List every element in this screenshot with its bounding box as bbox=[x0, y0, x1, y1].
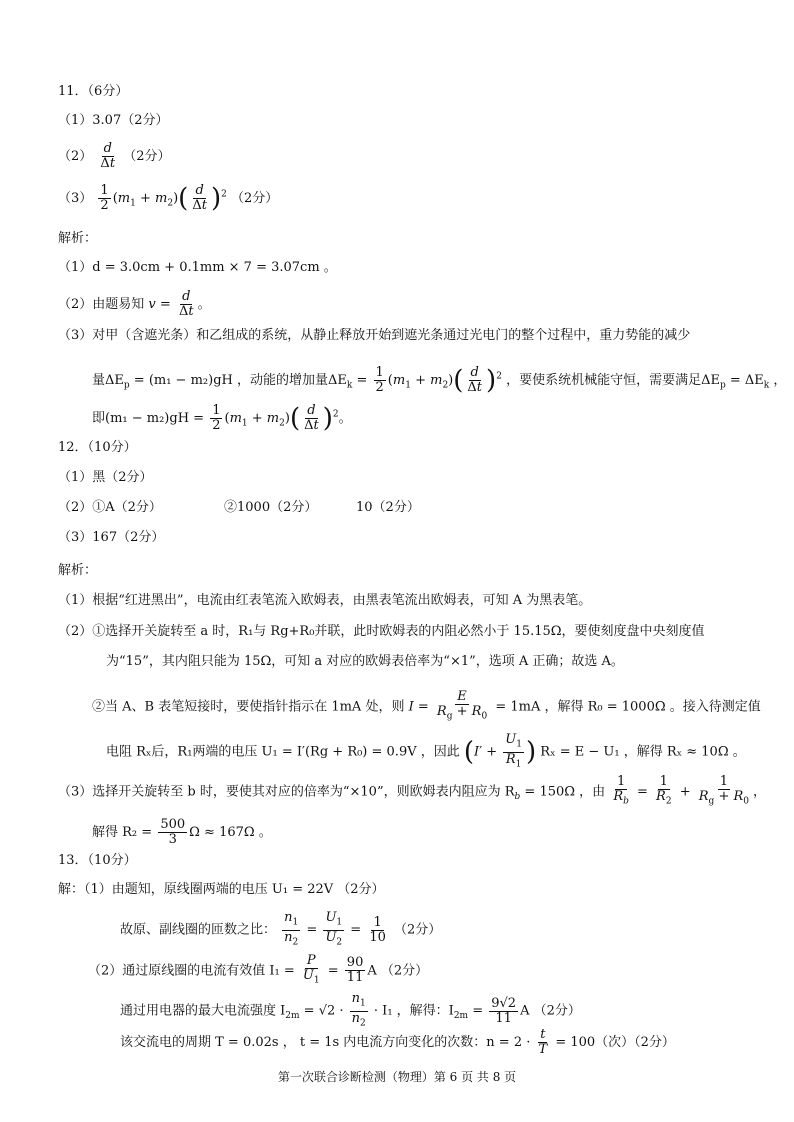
q12-answer-2c: 10（2分） bbox=[356, 500, 420, 515]
q13-line-2: 故原、副线圈的匝数之比： $\frac{n_1}{n_2}$ = $\frac{U_1}{U_2}$ = $\frac{1}{10}$ （2分） bbox=[120, 910, 442, 948]
q11-answer-1: （1）3.07（2分） bbox=[58, 113, 169, 128]
q12-solution-3-line1: （3）选择开关旋转至 b 时，要使其对应的倍率为“×10”，则欧姆表内阻应为 $R_b = 150\Omega$ ，由 $\frac{1}{R_b}$ = $\frac{1}{R_2}$ + $\frac{1}{R_g + R_0}$ ， bbox=[58, 774, 767, 807]
q11-answer-2: （2） $\frac{d}{\Delta t}$ （2分） bbox=[58, 141, 171, 171]
q11-solution-1: （1）d = 3.0cm + 0.1mm × 7 = 3.07cm 。 bbox=[58, 260, 337, 275]
q12-answer-3: （3）167（2分） bbox=[58, 530, 165, 545]
q12-heading: 12．（10分） bbox=[58, 440, 137, 455]
q12-analysis-label: 解析： bbox=[58, 563, 98, 578]
q11-solution-3-line3: 即(m₁ − m₂)gH = $\frac{1}{2}$ $(m_1 + m_2)$( $\frac{d}{\Delta t}$ )$^2$。 bbox=[92, 403, 352, 434]
q11-analysis-label: 解析： bbox=[58, 231, 98, 246]
q11-solution-3-line2: 量$\Delta E_p = (m_1 - m_2)gH$ ，动能的增加量$\Delta E_k$ = $\frac{1}{2}$ $(m_1 + m_2)$( $\frac{d}{\Delta t}$ )$^2$ ，要使系统机械能守恒，需要满足$\Delta E_p = \Delta E_k$ ， bbox=[92, 365, 787, 396]
q12-answer-1: （1）黑（2分） bbox=[58, 470, 153, 485]
q13-heading: 13．（10分） bbox=[58, 853, 137, 868]
q11-answer-3: （3） $\frac{1}{2}$ $(m_1 + m_2)$( $\frac{d}{\Delta t}$ )$^2$ （2分） bbox=[58, 183, 279, 214]
q13-line-4: 通过用电器的最大电流强度 $I_{2m} = √2$ · $\frac{n_1}{n_2}$ · I₁ ，解得：$I_{2m}$ = $\frac{9√2}{11}$ A （2分） bbox=[120, 991, 581, 1029]
q13-line-1: 解：（1）由题知，原线圈两端的电压 U₁ = 22V （2分） bbox=[58, 882, 385, 897]
page-footer: 第一次联合诊断检测（物理）第 6 页 共 8 页 bbox=[277, 1070, 517, 1084]
q12-solution-2-line1: （2）①选择开关旋转至 a 时，R₁与 Rg+R₀并联，此时欧姆表的内阻必然小于 15.15Ω，要使刻度盘中央刻度值 bbox=[58, 624, 705, 639]
q12-solution-1: （1）根据“红进黑出”，电流由红表笔流入欧姆表，由黑表笔流出欧姆表，可知 A 为黑表笔。 bbox=[58, 593, 592, 608]
q13-line-3: （2）通过原线圈的电流有效值 I₁ = $\frac{P}{U_1}$ = $\frac{90}{11}$ A （2分） bbox=[88, 953, 429, 986]
q13-line-5: 该交流电的周期 T = 0.02s ， t = 1s 内电流方向变化的次数：n = 2 · $\frac{t}{T}$ = 100（次）（2分） bbox=[120, 1027, 675, 1057]
q11-heading: 11．（6分） bbox=[58, 84, 129, 99]
q12-answer-2a: （2）①A（2分） bbox=[58, 500, 162, 515]
q11-solution-2: （2）由题易知 v = $\frac{d}{\Delta t}$ 。 bbox=[58, 289, 211, 319]
q12-solution-3-line2: 解得 R₂ = $\frac{500}{3}$ Ω ≈ 167Ω 。 bbox=[92, 817, 272, 847]
q12-solution-2-line3: ②当 A、B 表笔短接时，要使指针指示在 1mA 处，则 I = $\frac{E}{R_g + R_0}$ = 1mA ，解得 R₀ = 1000Ω 。接入待测定值 bbox=[92, 689, 761, 722]
q12-solution-2-line2: 为“15”，其内阻只能为 15Ω，可知 a 对应的欧姆表倍率为“×1”，选项 A 正确；故选 A。 bbox=[106, 654, 624, 669]
q12-solution-2-line4: 电阻 Rₓ后，R₁两端的电压 U₁ = I′(Rg + R₀) = 0.9V ，因此 (I′ + $\frac{U_1}{R_1}$ ) Rₓ = E − U₁ ，解得 Rₓ ≈ 10Ω 。 bbox=[106, 732, 746, 770]
q11-solution-3-line1: （3）对甲（含遮光条）和乙组成的系统，从静止释放开始到遮光条通过光电门的整个过程中，重力势能的减少 bbox=[58, 328, 691, 343]
q12-answer-2b: ②1000（2分） bbox=[224, 500, 318, 515]
